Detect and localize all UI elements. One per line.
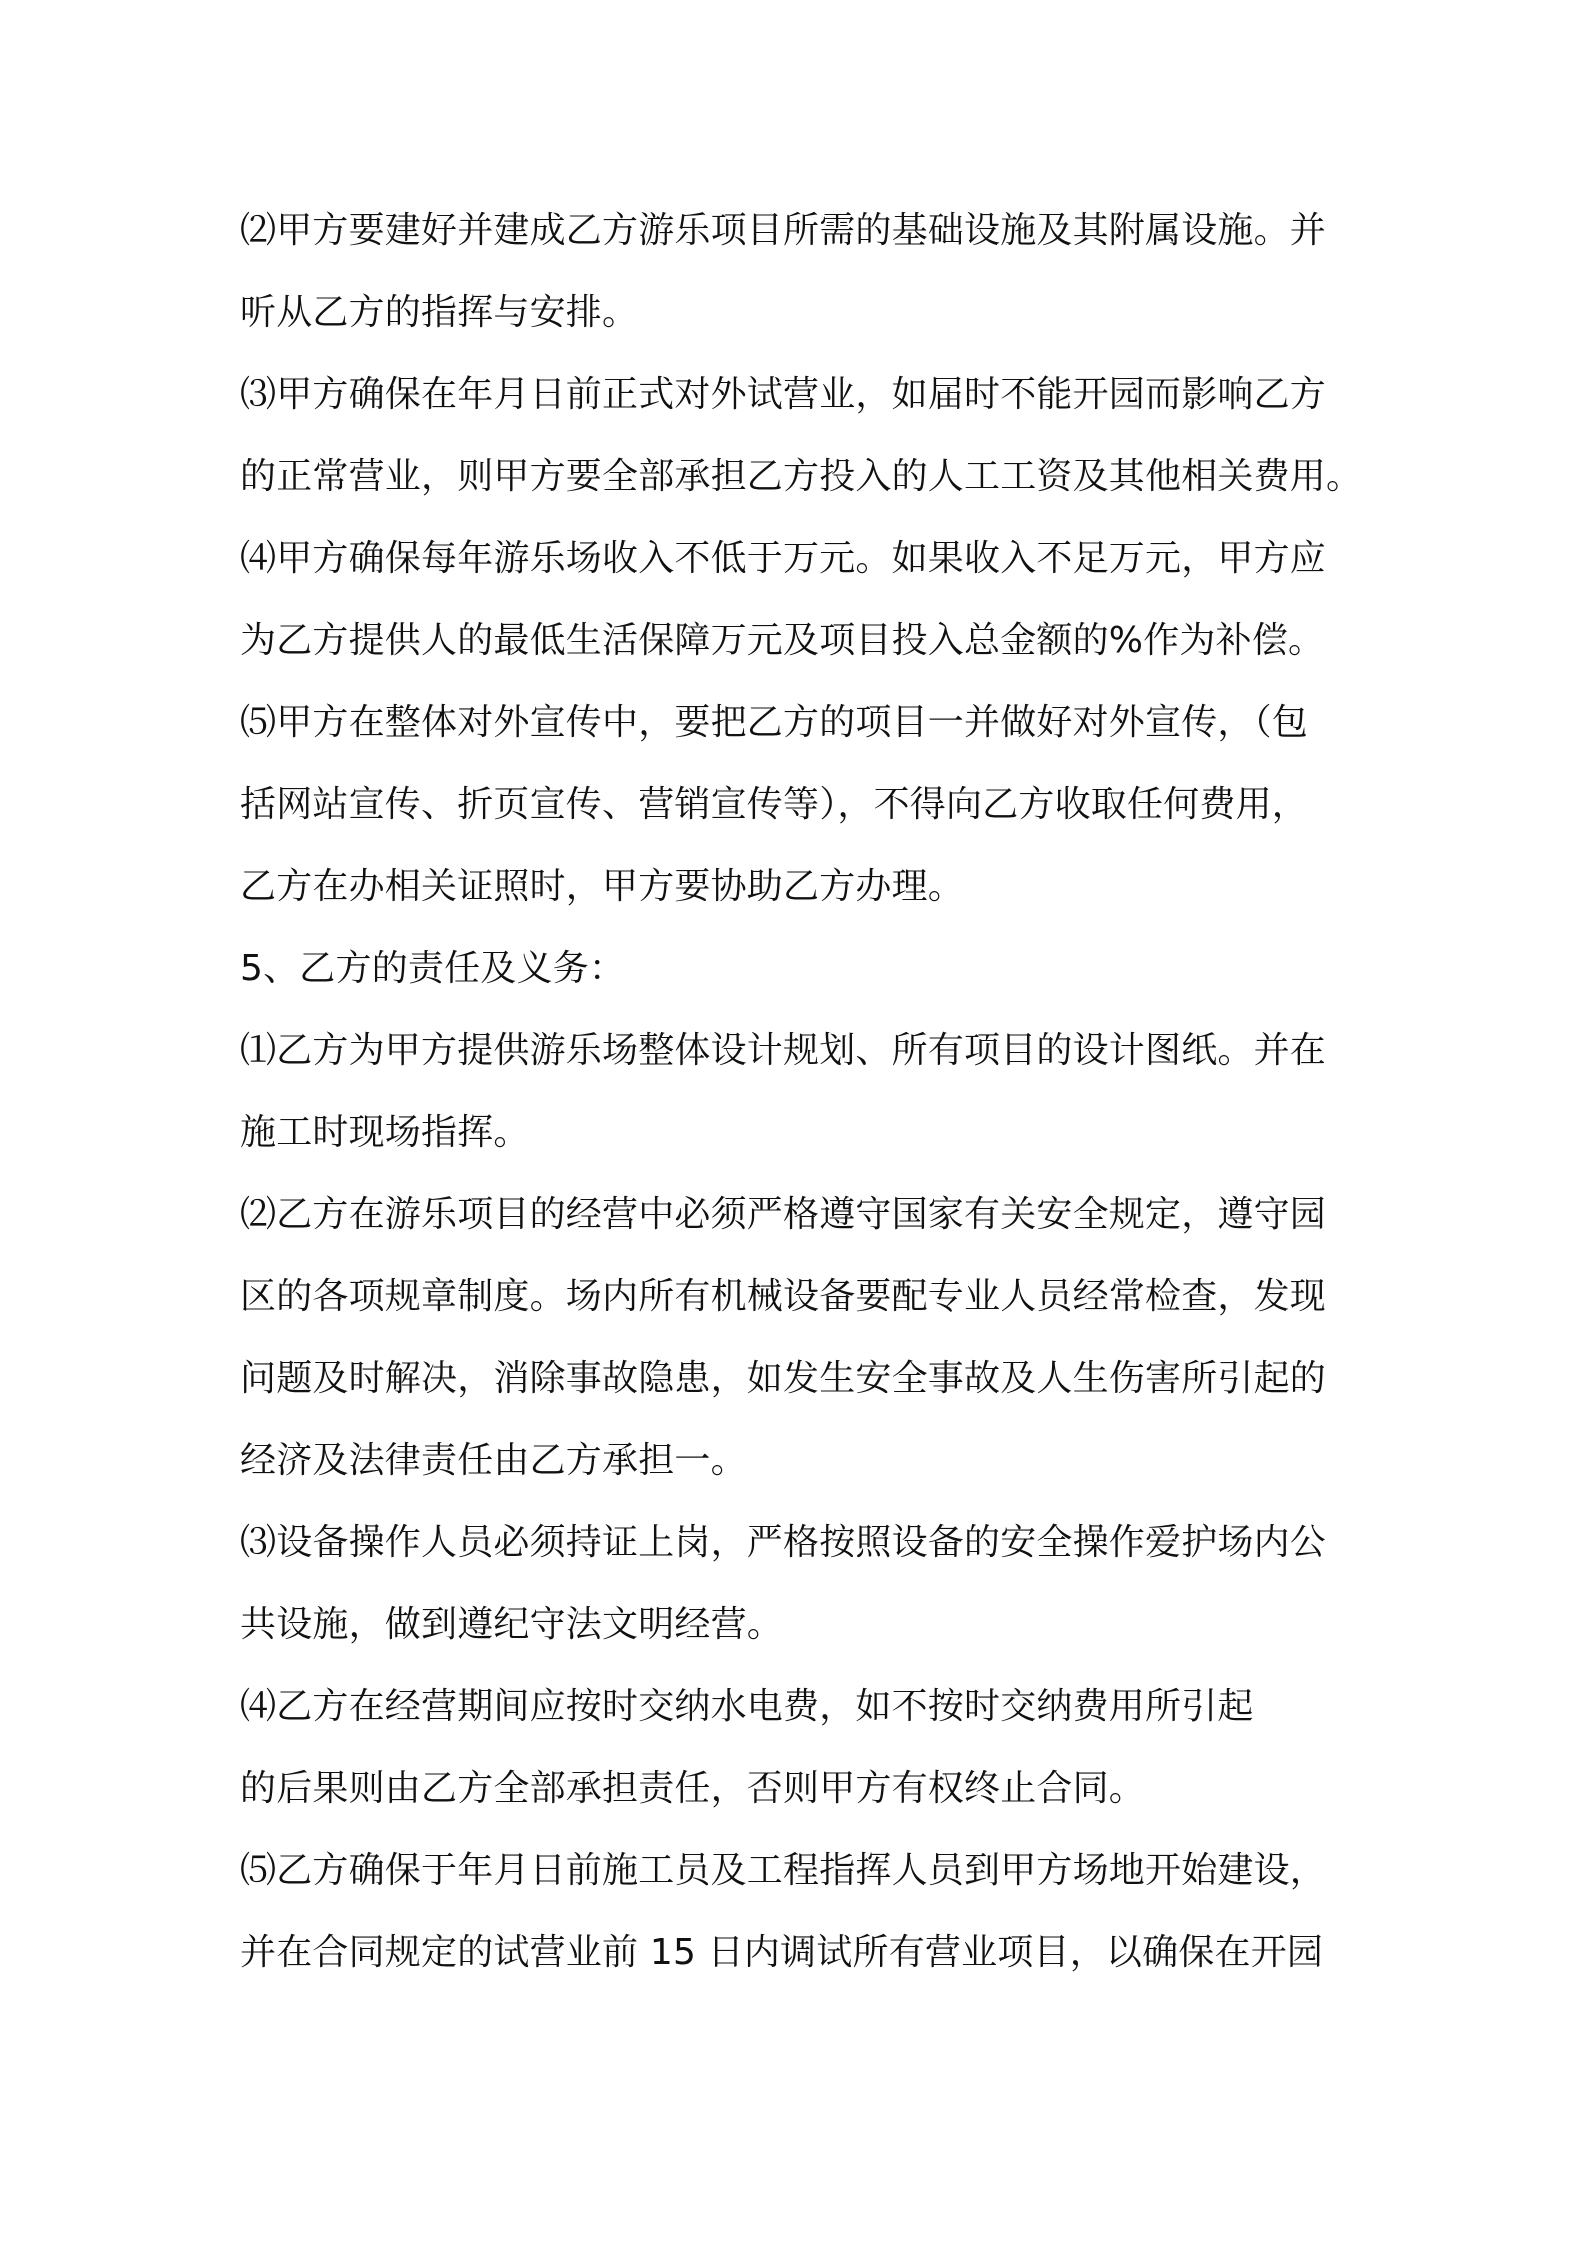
text-line: 的正常营业，则甲方要全部承担乙方投入的人工工资及其他相关费用。 bbox=[240, 456, 1363, 497]
text-line: ⑵乙方在游乐项目的经营中必须严格遵守国家有关安全规定，遵守园 bbox=[240, 1194, 1327, 1235]
section-heading: 5、乙方的责任及义务： bbox=[240, 948, 626, 989]
text-line: ⑶甲方确保在年月日前正式对外试营业，如届时不能开园而影响乙方 bbox=[240, 374, 1327, 415]
text-line: 并在合同规定的试营业前 15 日内调试所有营业项目，以确保在开园 bbox=[240, 1932, 1324, 1973]
text-line: ⑷甲方确保每年游乐场收入不低于万元。如果收入不足万元，甲方应 bbox=[240, 538, 1327, 579]
text-line: 的后果则由乙方全部承担责任，否则甲方有权终止合同。 bbox=[240, 1768, 1146, 1809]
text-line: 乙方在办相关证照时，甲方要协助乙方办理。 bbox=[240, 866, 965, 907]
text-line: ⑸甲方在整体对外宣传中，要把乙方的项目一并做好对外宣传，（包 bbox=[240, 702, 1309, 743]
text-line: 施工时现场指挥。 bbox=[240, 1112, 530, 1153]
text-line: 问题及时解决，消除事故隐患，如发生安全事故及人生伤害所引起的 bbox=[240, 1358, 1327, 1399]
text-line: ⑴乙方为甲方提供游乐场整体设计规划、所有项目的设计图纸。并在 bbox=[240, 1030, 1327, 1071]
text-line: 区的各项规章制度。场内所有机械设备要配专业人员经常检查，发现 bbox=[240, 1276, 1327, 1317]
text-line: 听从乙方的指挥与安排。 bbox=[240, 292, 639, 333]
text-line: 共设施，做到遵纪守法文明经营。 bbox=[240, 1604, 784, 1645]
text-line: 为乙方提供人的最低生活保障万元及项目投入总金额的%作为补偿。 bbox=[240, 620, 1325, 661]
text-line: ⑶设备操作人员必须持证上岗，严格按照设备的安全操作爱护场内公 bbox=[240, 1522, 1327, 1563]
text-line: ⑵甲方要建好并建成乙方游乐项目所需的基础设施及其附属设施。并 bbox=[240, 210, 1327, 251]
text-line: ⑸乙方确保于年月日前施工员及工程指挥人员到甲方场地开始建设， bbox=[240, 1850, 1327, 1891]
text-line: ⑷乙方在经营期间应按时交纳水电费，如不按时交纳费用所引起 bbox=[240, 1686, 1254, 1727]
text-line: 经济及法律责任由乙方承担一。 bbox=[240, 1440, 747, 1481]
text-line: 括网站宣传、折页宣传、营销宣传等），不得向乙方收取任何费用， bbox=[240, 784, 1309, 825]
